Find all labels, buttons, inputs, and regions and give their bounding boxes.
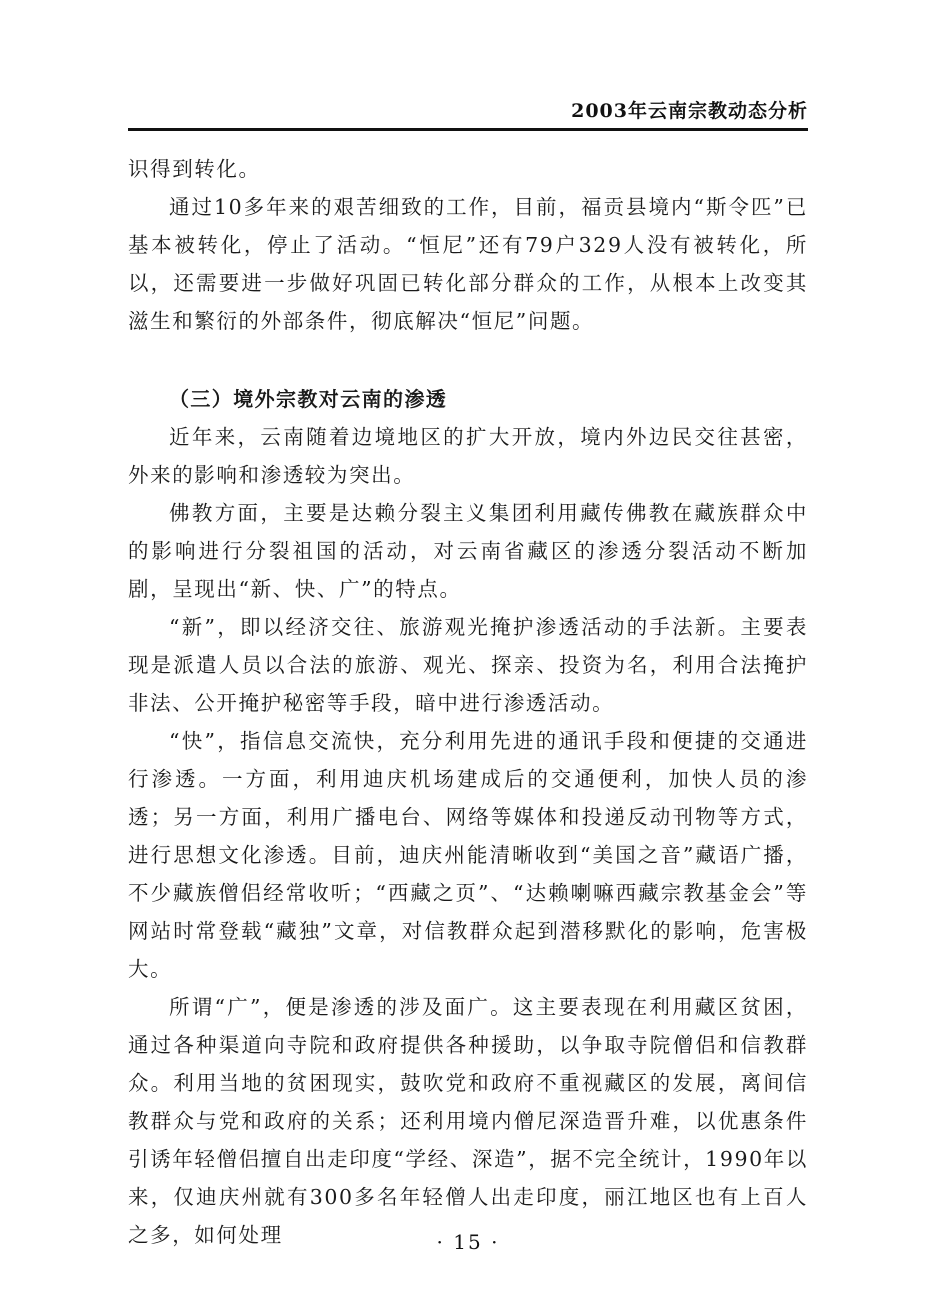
- body-text: [128, 150, 808, 1254]
- paragraph: 佛教方面，主要是达赖分裂主义集团利用藏传佛教在藏族群众中的影响进行分裂祖国的活动，对云南省藏区的渗透分裂活动不断加剧，呈现出“新、快、广”的特点。: [128, 501, 808, 601]
- paragraph: 识得到转化。: [128, 157, 261, 181]
- section-heading: （三）境外宗教对云南的渗透: [169, 387, 448, 411]
- paragraph: 近年来，云南随着边境地区的扩大开放，境内外边民交往甚密，外来的影响和渗透较为突出。: [128, 425, 808, 487]
- paragraph: “快”，指信息交流快，充分利用先进的通讯手段和便捷的交通进行渗透。一方面，利用迪庆机场建成后的交通便利，加快人员的渗透；另一方面，利用广播电台、网络等媒体和投递反动刊物等方式，进行思想文化渗透。目前，迪庆州能清晰收到“美国之音”藏语广播，不少藏族僧侣经常收听；“西藏之页”、“达赖喇嘛西藏宗教基金会”等网站时常登载“藏独”文章，对信教群众起到潜移默化的影响，危害极大。: [128, 729, 808, 981]
- page-header: [128, 96, 808, 132]
- paragraph: “新”，即以经济交往、旅游观光掩护渗透活动的手法新。主要表现是派遣人员以合法的旅游、观光、探亲、投资为名，利用合法掩护非法、公开掩护秘密等手段，暗中进行渗透活动。: [128, 615, 808, 715]
- running-head: 2003年云南宗教动态分析: [571, 100, 808, 122]
- header-rule: [128, 128, 808, 131]
- paragraph: 所谓“广”，便是渗透的涉及面广。这主要表现在利用藏区贫困，通过各种渠道向寺院和政府提供各种援助，以争取寺院僧侣和信教群众。利用当地的贫困现实，鼓吹党和政府不重视藏区的发展，离间信教群众与党和政府的关系；还利用境内僧尼深造晋升难，以优惠条件引诱年轻僧侣擅自出走印度“学经、深造”，据不完全统计，1990年以来，仅迪庆州就有300多名年轻僧人出走印度，丽江地区也有上百人之多，如何处理: [128, 995, 808, 1247]
- page-number: · 15 ·: [436, 1230, 500, 1254]
- paragraph: 通过10多年来的艰苦细致的工作，目前，福贡县境内“斯令匹”已基本被转化，停止了活动。“恒尼”还有79户329人没有被转化，所以，还需要进一步做好巩固已转化部分群众的工作，从根本上改变其滋生和繁衍的外部条件，彻底解决“恒尼”问题。: [128, 195, 808, 333]
